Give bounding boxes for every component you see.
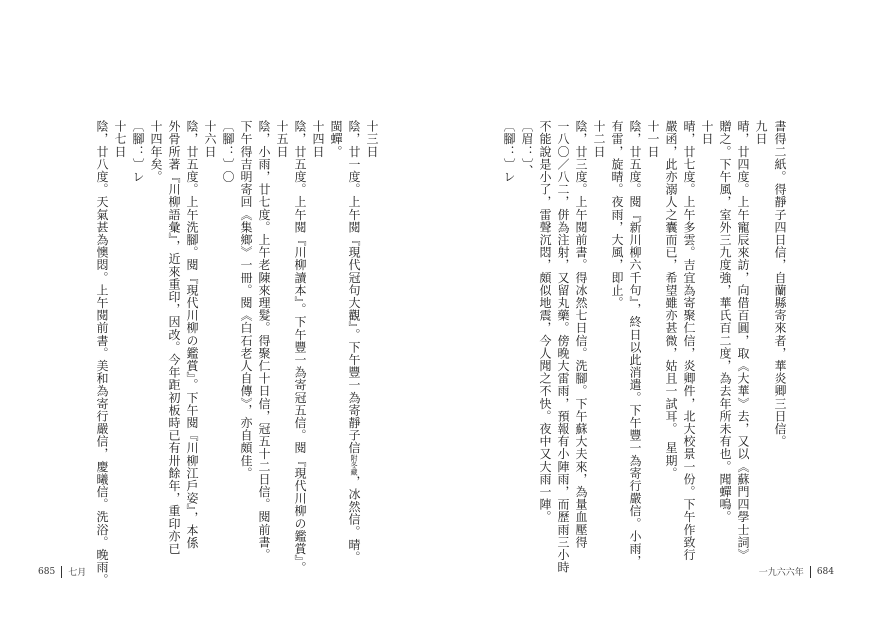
note-column: 〔腳：〕〇 xyxy=(221,120,235,183)
text-column: 外骨所著『川柳語彙』，近來重印，因改。今年距初板時已有卅餘年，重印亦已 xyxy=(167,120,181,555)
text-column: 陰，廿八度。天氣甚為懊悶。上午閱前書。美和為寄行嚴信，慶曦信。洗浴。晚雨。 xyxy=(95,120,109,587)
date-heading: 十四日 xyxy=(311,120,325,158)
date-heading: 十二日 xyxy=(592,120,606,158)
page-footer xyxy=(38,565,86,578)
note-column: 〔腳：〕レ xyxy=(502,120,516,183)
footer-divider xyxy=(61,566,62,578)
text-column: 書得二紙。得靜子四日信，自蘭縣寄來者，華炎卿三日信。 xyxy=(773,120,787,448)
date-heading: 十五日 xyxy=(275,120,289,158)
text-column: 不能說是小了，雷聲沉悶，頗似地震，今人聞之不快。夜中又大雨一陣。 xyxy=(538,120,552,524)
text-column: 晴，廿四度。上午寵辰來訪，向借百圓，取《大華》去，又以《蘇門四學士詞》 xyxy=(736,120,750,561)
text-column: 晴，廿七度。上午多雲。吉宜為寄聚仁信，炎卿件，北大校景一份。下午作致行 xyxy=(682,120,696,561)
right-page xyxy=(435,0,870,617)
running-header-month: 七月 xyxy=(68,568,87,578)
running-header-year: 一九六六年 xyxy=(758,568,804,578)
text-column: 陰，廿三度。上午閱前書。得冰然七日信。洗腳。下午蘇大夫來，為量血壓得 xyxy=(574,120,588,549)
page-footer xyxy=(759,565,834,578)
date-heading: 十一日 xyxy=(646,120,660,158)
text-column: 陰，廿五度。上午閱『川柳讀本』。下午豐一為寄冠五信。閱『現代川柳の鑑賞』。 xyxy=(293,120,307,575)
date-heading: 十六日 xyxy=(203,120,217,158)
note-column: 〔腳：〕レ xyxy=(131,120,145,183)
note-column: 〔眉：〕、 xyxy=(520,120,534,177)
text-segment: 陰，廿一度。上午閱『現代冠句大觀』。下午豐一為寄靜子信 xyxy=(347,120,361,455)
text-column: 有雷，旋晴。夜雨，大風，即止。 xyxy=(610,120,624,309)
inline-small-note: 附冬藏 xyxy=(350,454,358,476)
text-segment: ，冰然信。晴。 xyxy=(347,475,361,564)
date-heading: 十七日 xyxy=(113,120,127,158)
footer-divider xyxy=(810,566,811,578)
date-heading: 九日 xyxy=(754,120,768,146)
text-column: 閩蟬。 xyxy=(329,120,343,158)
text-column: 十四年矣。 xyxy=(149,120,163,183)
date-heading: 十日 xyxy=(700,120,714,146)
text-column: 陰，廿五度。閱『新川柳六千句』，終日以此消遣。下午豐一為寄行嚴信。小雨， xyxy=(628,120,642,568)
text-column: 贈之。下午風，室外三九度強，華氏百二度，為去年所未有也。聞蟬鳴。 xyxy=(718,120,732,524)
text-column: 下午得吉明寄回《集鄉》一冊。閱《白石老人自傳》，亦自頗佳。 xyxy=(239,120,253,480)
text-column xyxy=(348,120,360,563)
page-number: 685 xyxy=(38,566,56,577)
text-column: 陰，廿五度。上午洗腳。閱『現代川柳の鑑賞』。下午閱『川柳江戶姿』，本係 xyxy=(185,120,199,549)
text-column: 嚴函，此亦溺人之囊而已，希望雖亦甚微，姑且一試耳。 星期。 xyxy=(664,120,678,480)
text-column: 陰，小雨，廿七度。上午老陳來理髮。得聚仁十日信，冠五十二日信。閱前書。 xyxy=(257,120,271,561)
text-column: 一八〇／八二，併為注射，又留丸藥。傍晚大雷雨，預報有小陣雨，而歷雨三小時 xyxy=(556,120,570,574)
date-heading: 十三日 xyxy=(365,120,379,158)
page-number: 684 xyxy=(816,566,834,577)
